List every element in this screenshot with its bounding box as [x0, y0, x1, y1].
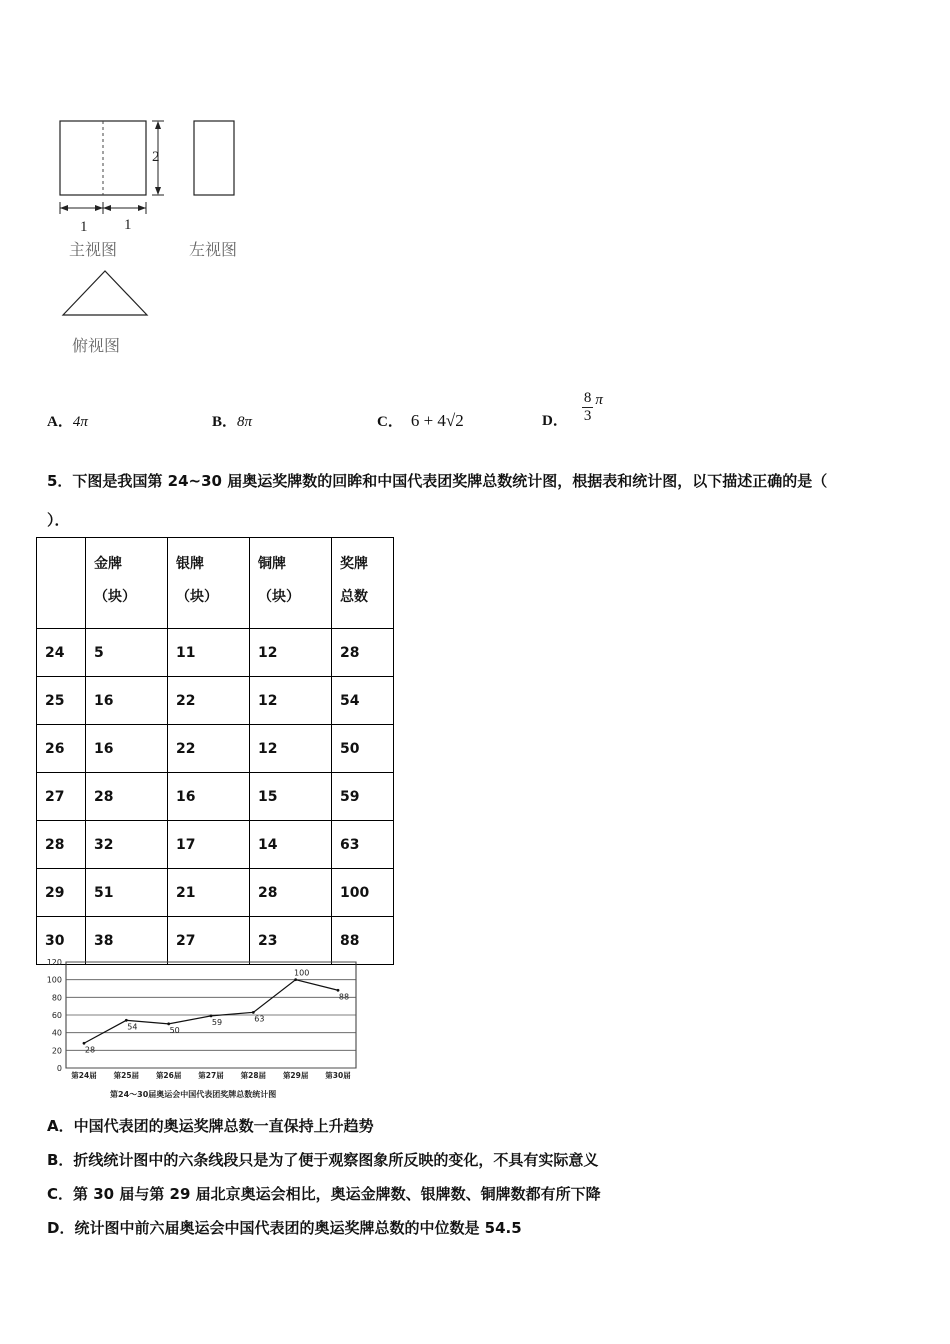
- chart-ytick-label: 100: [46, 975, 62, 985]
- table-cell: 12: [250, 629, 332, 677]
- q4-option-a[interactable]: [47, 410, 88, 431]
- table-cell: 29: [37, 869, 86, 917]
- table-cell: 26: [37, 725, 86, 773]
- table-cell: 22: [168, 677, 250, 725]
- chart-data-label: 54: [127, 1022, 138, 1032]
- chart-xtick-label: 第27届: [198, 1071, 224, 1080]
- chart-data-label: 63: [254, 1014, 265, 1024]
- chart-data-label: 28: [84, 1045, 96, 1055]
- chart-data-label: 100: [294, 968, 310, 978]
- height-dim-label: 2: [152, 149, 160, 165]
- q4-option-d[interactable]: [542, 385, 603, 430]
- q4-option-c[interactable]: [377, 410, 464, 431]
- chart-ytick-label: 20: [51, 1046, 62, 1056]
- chart-ytick-label: 40: [51, 1028, 62, 1038]
- chart-ytick-label: 120: [46, 958, 62, 967]
- option-letter: D．: [542, 413, 568, 429]
- chart-ytick-label: 80: [51, 993, 62, 1003]
- table-cell: 24: [37, 629, 86, 677]
- table-cell: 28: [332, 629, 394, 677]
- table-cell: 21: [168, 869, 250, 917]
- table-header-cell: 铜牌 （块）: [250, 538, 332, 629]
- q5-option-b[interactable]: B．折线统计图中的六条线段只是为了便于观察图象所反映的变化，不具有实际意义: [47, 1151, 599, 1169]
- chart-xtick-label: 第30届: [325, 1071, 351, 1080]
- q5-stem-line2: ）．: [47, 511, 70, 529]
- table-row: [37, 773, 394, 821]
- chart-xtick-label: 第25届: [113, 1071, 140, 1080]
- chart-xtick-label: 第24届: [71, 1071, 97, 1080]
- three-view-diagram: [40, 105, 270, 365]
- height-dim-arrow-bottom: [155, 187, 161, 195]
- table-cell: 27: [37, 773, 86, 821]
- table-row: [37, 725, 394, 773]
- chart-series-line: [84, 980, 338, 1044]
- table-cell: 88: [332, 917, 394, 965]
- option-letter: A．: [47, 414, 73, 430]
- table-cell: 12: [250, 725, 332, 773]
- side-view-rect: [194, 121, 234, 195]
- fraction: [582, 390, 594, 425]
- table-cell: 5: [86, 629, 168, 677]
- table-cell: 32: [86, 821, 168, 869]
- table-cell: 100: [332, 869, 394, 917]
- q5-option-d[interactable]: D．统计图中前六届奥运会中国代表团的奥运奖牌总数的中位数是 54.5: [47, 1219, 522, 1237]
- table-cell: 28: [250, 869, 332, 917]
- table-row: [37, 869, 394, 917]
- option-value: 8π: [237, 414, 253, 430]
- chart-data-point: [337, 989, 340, 992]
- medal-total-line-chart: [30, 952, 370, 1104]
- table-cell: 38: [86, 917, 168, 965]
- chart-xtick-label: 第29届: [282, 1071, 309, 1080]
- chart-ytick-label: 60: [51, 1011, 62, 1020]
- table-header-row: [37, 538, 394, 629]
- q5-option-c[interactable]: C．第 30 届与第 29 届北京奥运会相比，奥运金牌数、银牌数、铜牌数都有所下降: [47, 1185, 601, 1203]
- fraction-suffix: π: [595, 392, 603, 408]
- table-cell: 22: [168, 725, 250, 773]
- width-dim-arrow-1: [60, 205, 68, 211]
- chart-data-point: [252, 1011, 255, 1014]
- table-cell: 54: [332, 677, 394, 725]
- top-view-triangle: [63, 271, 147, 315]
- table-row: [37, 821, 394, 869]
- front-view-label: 主视图: [69, 240, 118, 259]
- chart-title: 第24～30届奥运会中国代表团奖牌总数统计图: [110, 1090, 277, 1099]
- table-cell: 17: [168, 821, 250, 869]
- table-cell: 25: [37, 677, 86, 725]
- width-dim-arrow-4: [138, 205, 146, 211]
- chart-data-label: 50: [169, 1025, 180, 1035]
- chart-data-point: [83, 1042, 86, 1045]
- width-dim-label-right: 1: [124, 217, 132, 233]
- option-value: 4π: [72, 414, 88, 430]
- top-view-label: 俯视图: [72, 336, 121, 355]
- chart-data-point: [125, 1019, 128, 1022]
- width-dim-arrow-3: [103, 205, 111, 211]
- chart-data-point: [167, 1022, 170, 1025]
- q5-stem-line1: 5．下图是我国第 24~30 届奥运奖牌数的回眸和中国代表团奖牌总数统计图，根据表和统计图，以下描述正确的是（: [47, 472, 828, 490]
- table-cell: 23: [250, 917, 332, 965]
- chart-ytick-label: 0: [56, 1064, 62, 1073]
- table-row: [37, 677, 394, 725]
- height-dim-arrow-top: [155, 121, 161, 129]
- q4-option-b[interactable]: [212, 410, 252, 431]
- table-cell: 16: [168, 773, 250, 821]
- chart-xtick-label: 第28届: [240, 1071, 267, 1080]
- table-cell: 51: [86, 869, 168, 917]
- fraction-numerator: 8: [583, 390, 592, 406]
- table-cell: 14: [250, 821, 332, 869]
- table-header-cell: 奖牌 总数: [332, 538, 394, 629]
- table-cell: 27: [168, 917, 250, 965]
- table-cell: 12: [250, 677, 332, 725]
- chart-data-point: [210, 1014, 213, 1017]
- table-cell: 50: [332, 725, 394, 773]
- table-cell: 16: [86, 677, 168, 725]
- fraction-denominator: 3: [583, 408, 592, 424]
- option-letter: C．: [377, 414, 403, 430]
- table-header-cell: [37, 538, 86, 629]
- option-value: 6 + 4√2: [410, 411, 464, 430]
- chart-data-label: 88: [338, 992, 350, 1002]
- width-dim-label-left: 1: [80, 219, 88, 235]
- table-header-cell: 金牌 （块）: [86, 538, 168, 629]
- option-letter: B．: [212, 414, 238, 430]
- table-cell: 63: [332, 821, 394, 869]
- width-dim-arrow-2: [95, 205, 103, 211]
- table-cell: 15: [250, 773, 332, 821]
- chart-data-label: 59: [211, 1017, 223, 1027]
- q5-option-a[interactable]: A．中国代表团的奥运奖牌总数一直保持上升趋势: [47, 1117, 374, 1135]
- table-cell: 30: [37, 917, 86, 965]
- table-row: [37, 629, 394, 677]
- table-cell: 28: [37, 821, 86, 869]
- medal-table: [36, 537, 394, 965]
- table-cell: 59: [332, 773, 394, 821]
- chart-data-point: [294, 978, 297, 981]
- table-header-cell: 银牌 （块）: [168, 538, 250, 629]
- table-cell: 16: [86, 725, 168, 773]
- table-cell: 28: [86, 773, 168, 821]
- table-cell: 11: [168, 629, 250, 677]
- chart-xtick-label: 第26届: [155, 1071, 182, 1080]
- side-view-label: 左视图: [189, 240, 238, 259]
